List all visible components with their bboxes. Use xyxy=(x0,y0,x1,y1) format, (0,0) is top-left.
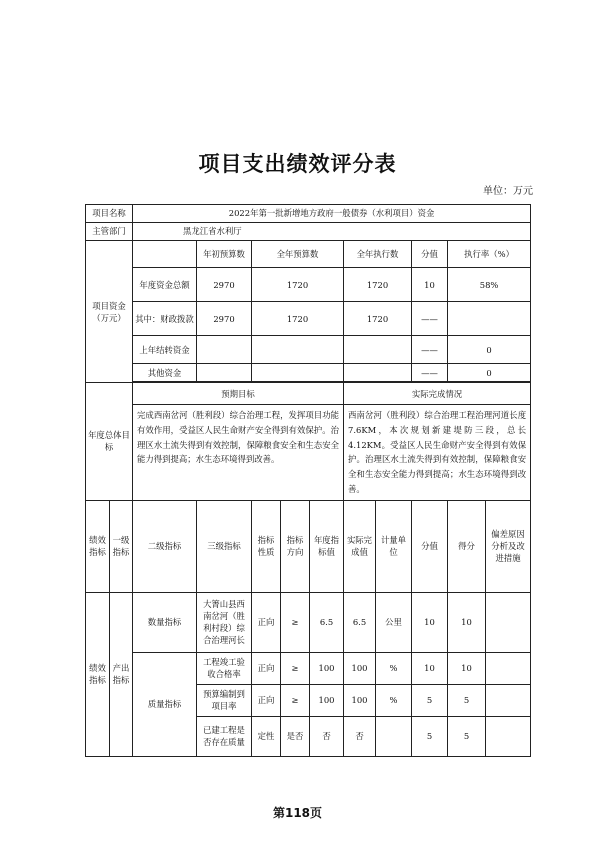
indicator-score-value: 5 xyxy=(412,684,448,716)
header-level1: 一级指标 xyxy=(110,500,133,592)
department-value: 黑龙江省水利厅 xyxy=(133,223,531,241)
quantity-label: 数量指标 xyxy=(133,592,197,652)
header-direction: 指标方向 xyxy=(281,500,310,592)
funds-row-annual: 1720 xyxy=(252,302,344,336)
goals-expected-header: 预期目标 xyxy=(133,383,344,405)
indicator-unit: 公里 xyxy=(376,592,412,652)
goals-expected-text: 完成西南岔河（胜利段）综合治理工程，发挥项目功能有效作用，受益区人民生命财产安全得到有效保护。治理区水土流失得到有效控制，保障粮食安全和生态安全能力得到提高；水生态环境得到改善。 xyxy=(133,405,344,500)
indicator-unit: % xyxy=(376,652,412,684)
header-score: 得分 xyxy=(448,500,486,592)
funds-row-initial xyxy=(197,364,252,382)
page-title: 项目支出绩效评分表 xyxy=(198,152,397,176)
funds-row xyxy=(86,336,531,364)
indicator-direction: ≥ xyxy=(281,652,310,684)
funds-row xyxy=(86,268,531,302)
indicator-deviation xyxy=(486,684,531,716)
indicator-score: 5 xyxy=(448,684,486,716)
funds-header-annual: 全年预算数 xyxy=(252,241,344,268)
department-label: 主管部门 xyxy=(86,223,133,241)
funds-row-initial: 2970 xyxy=(197,302,252,336)
header-level3: 三级指标 xyxy=(197,500,252,592)
indicator-name: 大箐山县西南岔河（胜利村段）综合治理河长 xyxy=(197,592,252,652)
performance-score-table xyxy=(85,204,531,757)
indicator-row xyxy=(86,592,531,652)
funds-row-executed xyxy=(344,364,412,382)
header-level2: 二级指标 xyxy=(133,500,197,592)
funds-header-score-value: 分值 xyxy=(412,241,448,268)
indicator-header-row xyxy=(86,500,531,592)
header-perf-indicator: 绩效指标 xyxy=(86,500,110,592)
funds-row-score-value: 10 xyxy=(412,268,448,302)
header-unit: 计量单位 xyxy=(376,500,412,592)
goals-actual-header: 实际完成情况 xyxy=(344,383,531,405)
indicator-target: 否 xyxy=(310,716,344,756)
funds-row-annual xyxy=(252,336,344,364)
indicator-actual: 100 xyxy=(344,652,376,684)
page-number: 第118页 xyxy=(272,806,323,820)
indicator-actual: 100 xyxy=(344,684,376,716)
indicator-score-value: 10 xyxy=(412,652,448,684)
funds-row-initial: 2970 xyxy=(197,268,252,302)
project-name-label: 项目名称 xyxy=(86,205,133,223)
indicator-score: 5 xyxy=(448,716,486,756)
goals-label: 年度总体目标 xyxy=(86,383,133,500)
indicator-nature: 正向 xyxy=(252,652,281,684)
department-row xyxy=(86,223,531,241)
indicator-direction: ≥ xyxy=(281,684,310,716)
funds-row xyxy=(86,364,531,382)
goals-actual-text: 西南岔河（胜利段）综合治理工程治理河道长度7.6KM，本次规划新建堤防三段，总长4.12KM。受益区人民生命财产安全得到有效保护。治理区水土流失得到有效控制，保障粮食安全和生态安全能力得到提高；水生态环境得到改善。 xyxy=(344,405,531,500)
indicator-score: 10 xyxy=(448,592,486,652)
goals-content-row xyxy=(86,405,531,500)
indicator-score-value: 5 xyxy=(412,716,448,756)
indicator-name: 已建工程是否存在质量 xyxy=(197,716,252,756)
funds-header-executed: 全年执行数 xyxy=(344,241,412,268)
indicator-deviation xyxy=(486,652,531,684)
quality-label: 质量指标 xyxy=(133,652,197,756)
funds-row-rate: 0 xyxy=(448,364,531,382)
goals-header-row xyxy=(86,383,531,405)
indicator-deviation xyxy=(486,592,531,652)
funds-row-rate xyxy=(448,302,531,336)
funds-header-initial: 年初预算数 xyxy=(197,241,252,268)
unit-label: 单位：万元 xyxy=(483,186,533,197)
funds-label: 项目资金（万元） xyxy=(86,241,133,383)
funds-row-name: 其他资金 xyxy=(133,364,197,382)
indicator-name: 预算编制到项目率 xyxy=(197,684,252,716)
funds-row-score-value: —— xyxy=(412,302,448,336)
indicator-direction: ≥ xyxy=(281,592,310,652)
indicator-actual: 6.5 xyxy=(344,592,376,652)
funds-row-rate: 0 xyxy=(448,336,531,364)
funds-row-name: 上年结转资金 xyxy=(133,336,197,364)
funds-row-executed: 1720 xyxy=(344,268,412,302)
indicator-score: 10 xyxy=(448,652,486,684)
header-actual: 实际完成值 xyxy=(344,500,376,592)
funds-row-rate: 58% xyxy=(448,268,531,302)
indicator-nature: 正向 xyxy=(252,684,281,716)
funds-row-initial xyxy=(197,336,252,364)
indicator-actual: 否 xyxy=(344,716,376,756)
indicator-score-value: 10 xyxy=(412,592,448,652)
indicator-row xyxy=(86,652,531,684)
indicator-direction: 是否 xyxy=(281,716,310,756)
funds-header-row xyxy=(86,241,531,268)
indicator-target: 100 xyxy=(310,652,344,684)
funds-row-name: 其中：财政拨款 xyxy=(133,302,197,336)
funds-row-annual xyxy=(252,364,344,382)
funds-row-annual: 1720 xyxy=(252,268,344,302)
perf-indicator-label: 绩效指标 xyxy=(86,592,110,756)
funds-row-executed xyxy=(344,336,412,364)
indicator-unit: % xyxy=(376,684,412,716)
header-nature: 指标性质 xyxy=(252,500,281,592)
funds-header-blank xyxy=(133,241,197,268)
indicator-unit xyxy=(376,716,412,756)
funds-row-score-value: —— xyxy=(412,364,448,382)
funds-header-rate: 执行率（%） xyxy=(448,241,531,268)
header-deviation: 偏差原因分析及改进措施 xyxy=(486,500,531,592)
project-name-value: 2022年第一批新增地方政府一般债券（水利项目）资金 xyxy=(133,205,531,223)
funds-row-name: 年度资金总额 xyxy=(133,268,197,302)
project-name-row xyxy=(86,205,531,223)
indicator-nature: 正向 xyxy=(252,592,281,652)
funds-row-score-value: —— xyxy=(412,336,448,364)
indicator-deviation xyxy=(486,716,531,756)
header-score-value: 分值 xyxy=(412,500,448,592)
indicator-nature: 定性 xyxy=(252,716,281,756)
header-target: 年度指标值 xyxy=(310,500,344,592)
funds-row xyxy=(86,302,531,336)
indicator-name: 工程竣工验收合格率 xyxy=(197,652,252,684)
level1-output-label: 产出指标 xyxy=(110,592,133,756)
indicator-target: 6.5 xyxy=(310,592,344,652)
funds-row-executed: 1720 xyxy=(344,302,412,336)
indicator-target: 100 xyxy=(310,684,344,716)
